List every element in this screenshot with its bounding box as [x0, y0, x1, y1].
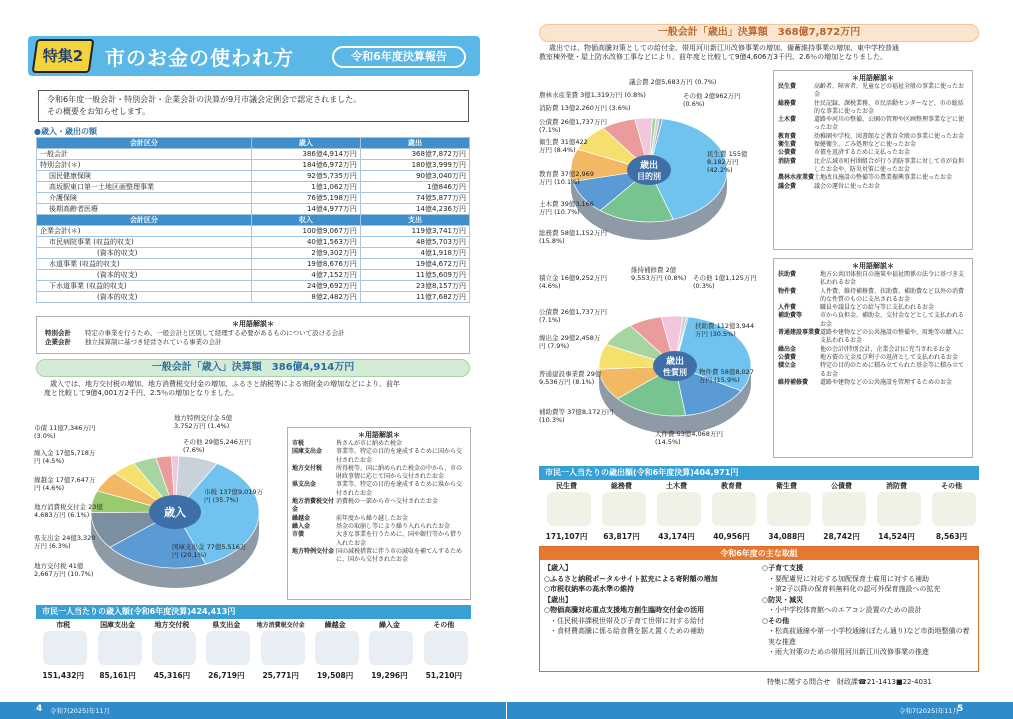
glossary-row [778, 288, 968, 305]
table-row-cell: 119億3,741万円 [360, 226, 469, 237]
glossary-definition: 特定の目的のために積み立てられた基金等に積み立てるお金 [820, 362, 965, 378]
glossary-row [292, 531, 466, 548]
glossary-row [778, 271, 968, 288]
percap-label: 消防費 [886, 482, 907, 490]
glossary-top-title: ＊用語解説＊ [232, 320, 274, 328]
percap-value: 40,956円 [713, 532, 750, 541]
table-row-cell: 74億5,877万円 [360, 193, 469, 204]
right-page [507, 0, 1013, 719]
table-row-cell: 19億4,672万円 [360, 259, 469, 270]
expend-text-1: 歳出では、物価高騰対策としての給付金、帯用河川新江川改修事業の増加、備蓄維持事業の増加、東中学校普通 [549, 44, 899, 52]
glossary-expend [773, 70, 973, 250]
table-row-cell: (資本的収支) [37, 248, 252, 259]
percap-value: 171,107円 [545, 532, 588, 541]
glossary-definition: 地方公共団体独自の施策や福祉関係の法令に基づき支払われるお金 [820, 271, 965, 287]
percap-value: 43,174円 [658, 532, 695, 541]
percap-value: 25,771円 [262, 671, 299, 680]
table-header-cell: 歳出 [360, 138, 469, 149]
exp2-label-tsumitate: 積立金 16億9,252万円 (4.6%) [539, 274, 607, 290]
table-row-cell: 1億1,062万円 [251, 182, 360, 193]
percap-icon [657, 492, 701, 526]
rev-label-shohizei: 地方消費税交付金 23億4,683万円 (6.1%) [34, 503, 103, 519]
expend2-pie-center-2: 性質別 [663, 368, 687, 377]
glossary-row [292, 498, 466, 515]
glossary-row [45, 338, 461, 347]
table-row [37, 281, 470, 292]
glossary-term: 物件費 [778, 287, 797, 295]
revenue-heading: 一般会計「歳入」決算額 386億4,914万円 [36, 359, 470, 377]
glossary-term: 公債費 [778, 149, 797, 157]
table-row-cell: 企業会計(＊) [37, 226, 252, 237]
initiative-item: ○防災・減災 [762, 595, 804, 604]
exp-label-kosai: 公債費 26億1,737万円 (7.1%) [539, 118, 607, 134]
table-row-cell: 48億5,703万円 [360, 237, 469, 248]
percap-icon [712, 492, 756, 526]
intro-line-1: 令和6年度一般会計・特別会計・企業会計の決算が9月市議会定例会で認定されました。 [47, 95, 362, 104]
table-header [37, 138, 470, 149]
table-header-cell: 収入 [251, 215, 360, 226]
glossary-definition: 所得税等、国に納められた税金の中から、市の財政事情に応じて国から交付されたお金 [336, 464, 463, 481]
exp-label-norin: 農林水産業費 3億1,319万円 (0.8%) [539, 91, 646, 99]
glossary-definition: 地方債の元金及び利子の返済として支払われるお金 [820, 353, 959, 361]
table-header [37, 215, 470, 226]
glossary-revenue [287, 427, 471, 600]
exp2-label-kosai: 公債費 26億1,737万円 (7.1%) [539, 308, 607, 324]
table-row [37, 182, 470, 193]
percap-icon [43, 631, 87, 665]
percap-icon [152, 631, 196, 665]
glossary-term: 地方消費税交付金 [292, 498, 335, 514]
table-row-cell: 11億7,682万円 [360, 292, 469, 303]
percap-icon [822, 492, 866, 526]
percap-label: 繰越金 [324, 621, 346, 629]
table-row-cell: 1億846万円 [360, 182, 469, 193]
percap-value: 63,817円 [603, 532, 640, 541]
glossary-term: 企業会計 [45, 337, 71, 346]
percap-label: 民生費 [556, 482, 577, 490]
glossary-definition: 幼稚園や学校、図書館など教育全般の事業に使ったお金 [814, 132, 965, 140]
initiative-item: ○ふるさと納税ポータルサイト拡充による寄附額の増加 [544, 574, 718, 583]
revenue-text-2: 度と比較して9億4,001万2千円、2.5％の増加となりました。 [44, 389, 239, 397]
table-row-cell: 24億9,692万円 [251, 281, 360, 292]
percap-value: 45,316円 [153, 671, 191, 680]
glossary-term: 土木費 [778, 116, 797, 124]
glossary-term: 消防費 [778, 157, 797, 165]
percap-icon [98, 631, 142, 665]
percap-value: 26,719円 [208, 671, 245, 680]
glossary-term: 議会費 [778, 182, 797, 190]
table-row-cell: 4億7,152万円 [251, 270, 360, 281]
exp2-label-iji: 維持補修費 2億9,553万円 (0.8%) [631, 266, 687, 282]
glossary-term: 総務費 [778, 99, 797, 107]
table-row-cell: (資本的収支) [37, 270, 252, 281]
initiative-heading: 【歳入】 [544, 564, 572, 572]
table-row-cell: 2億9,302万円 [251, 248, 360, 259]
table-row-cell: 国民健康保険 [37, 171, 252, 182]
rev-label-kofuzei: 地方交付税 41億2,667万円 (10.7%) [34, 562, 94, 578]
table-row-cell: 4億1,918万円 [360, 248, 469, 259]
glossary-term: 繰入金 [292, 522, 311, 530]
expend2-pie-center-1: 歳出 [665, 357, 685, 367]
table-row-cell: 水道事業 (収益的収支) [37, 259, 252, 270]
table-title: ●歳入・歳出の額 [34, 127, 97, 136]
table-row-cell: 後期高齢者医療 [37, 204, 252, 215]
percap-value: 28,742円 [823, 532, 860, 541]
glossary-definition: 他の会計(特別会計、企業会計)に充当されるお金 [820, 345, 951, 353]
glossary-row [292, 481, 466, 498]
exp2-label-sonota: その他 1億1,125万円 (0.3%) [693, 274, 757, 290]
table-header-cell: 歳入 [251, 138, 360, 149]
table-header-cell: 会計区分 [37, 215, 252, 226]
glossary-term: 普通建設事業費 [778, 329, 821, 337]
glossary-row [778, 149, 968, 157]
exp2-label-bukken: 物件費 58億8,027万円 (15.9%) [699, 368, 754, 384]
percap-value: 19,296円 [371, 671, 408, 680]
glossary-definition: 住民記録、課税業務、市民活動センターなど、市の総括的な事業に使ったお金 [814, 99, 964, 115]
table-row-cell: 92億5,735万円 [251, 171, 360, 182]
glossary-row [778, 312, 968, 329]
glossary-definition: 高齢者、障害者、児童などの福祉全般の事業に使ったお金 [814, 83, 965, 99]
glossary-definition: 議会の運営に使ったお金 [814, 182, 881, 190]
glossary-definition: 職員や議員などの給与等に支払われるお金 [820, 304, 935, 312]
footer-right-text: 令和7(2025)年11月 [899, 707, 960, 715]
header-badge [32, 39, 95, 73]
rev-label-shisai: 市債 11億7,346万円 (3.0%) [34, 424, 96, 440]
glossary-row [778, 329, 968, 346]
glossary-row [778, 183, 968, 191]
percap-exp-title: 市民一人当たりの歳出額(令和6年度決算)404,971円 [539, 466, 979, 480]
table-header-cell: 支出 [360, 215, 469, 226]
page-subtitle: 令和6年度決算報告 [332, 46, 466, 68]
glossary-term: 扶助費 [778, 271, 797, 278]
table-row [37, 292, 470, 303]
table-row-cell: 76億5,198万円 [251, 193, 360, 204]
table-row-cell: 14億4,977万円 [251, 204, 360, 215]
glossary-row [778, 379, 968, 387]
table-row [37, 149, 470, 160]
initiative-item: ○物価高騰対応重点支援地方創生臨時交付金の活用 [544, 606, 705, 614]
intro-box [38, 90, 469, 122]
glossary-row [778, 174, 968, 182]
left-page [0, 0, 506, 719]
percap-value: 19,508円 [316, 671, 354, 680]
initiative-item: ○その他 [762, 616, 790, 625]
percap-value: 51,210円 [425, 671, 463, 680]
percap-label: 総務費 [611, 482, 632, 490]
percap-icon [315, 631, 359, 665]
glossary-term: 教育費 [778, 132, 797, 140]
expend-pie-center-2: 目的別 [637, 172, 661, 181]
glossary-row [292, 548, 466, 565]
percap-icon [369, 631, 413, 665]
exp-label-sonota: その他 2億962万円 (0.6%) [683, 92, 741, 108]
page-title: 市のお金の使われ方 [105, 46, 294, 70]
table-row-cell: (資本的収支) [37, 292, 252, 303]
glossary-term: 補助費等 [778, 312, 803, 320]
footer-left-page: 4 [36, 704, 43, 714]
glossary-term: 特別会計 [45, 329, 71, 337]
table-row [37, 193, 470, 204]
glossary-term: 地方交付税 [292, 464, 323, 472]
glossary-definition: 国の減税措置に伴う市の減収を補てんするために、国から交付されたお金 [336, 547, 463, 564]
accounts-table [36, 137, 470, 303]
exp2-label-hojo: 補助費等 37億8,172万円 (10.3%) [539, 408, 614, 424]
glossary-expend2-title: ＊用語解説＊ [852, 262, 894, 270]
glossary-definition: 事業等、特定の目的を達成するために国から交付されたお金 [336, 448, 463, 464]
table-row-cell: 180億3,999万円 [360, 160, 469, 171]
glossary-term: 国庫支出金 [292, 448, 323, 456]
glossary-definition: 独立採算制に基づき経営されている事業の会計 [85, 337, 222, 346]
contact-line: 特集に関する問合せ 財政課☎21-1413■22-4031 [767, 678, 932, 686]
percap-label: その他 [433, 621, 455, 629]
glossary-term: 市債 [292, 531, 305, 539]
footer-left [0, 702, 506, 719]
rev-label-ken: 県支出金 24億3,320万円 (6.3%) [34, 534, 96, 550]
percap-label: 地方消費税交付金 [256, 622, 305, 629]
table-row [37, 226, 470, 237]
table-row-cell: 386億4,914万円 [251, 149, 360, 160]
glossary-definition: 道路や河川の整備、公園の管理や区画整理事業などに使ったお金 [814, 116, 965, 132]
glossary-definition: 比企広域市町村圏組合が行う消防事業に対して市が負担したお金や、防災対策に使ったお金 [814, 157, 965, 173]
initiative-detail: ・小中学校体育館へのエアコン設置のための設計 [768, 606, 922, 614]
initiative-detail: ・住民税非課税世帯及び子育て世帯に対する給付 [550, 616, 704, 625]
initiative-heading: 【歳出】 [544, 595, 572, 604]
glossary-definition: 基金の取崩し等により繰り入れられたお金 [336, 522, 451, 530]
glossary-row [45, 329, 461, 338]
initiative-detail: ・食材費高騰に係る給食費を据え置くための補助 [550, 627, 704, 635]
glossary-expend2 [773, 258, 973, 458]
expend-heading: 一般会計「歳出」決算額 368億7,872万円 [539, 24, 979, 42]
rev-label-tokurei: 地方特例交付金 5億3,752万円 (1.4%) [174, 414, 233, 430]
percap-icon [877, 492, 921, 526]
glossary-term: 繰越金 [292, 514, 311, 522]
glossary-row [778, 346, 968, 354]
expend-text [539, 44, 985, 62]
percap-icon [602, 492, 646, 526]
glossary-definition: 市債を返済するために支払ったお金 [814, 149, 911, 157]
initiative-item: ○子育て支援 [762, 564, 804, 572]
table-row-cell: 100億9,067万円 [251, 226, 360, 237]
intro-line-2: その概要をお知らせします。 [47, 107, 151, 116]
table-row-cell: 90億3,040万円 [360, 171, 469, 182]
table-row-cell: 11億5,609万円 [360, 270, 469, 281]
exp-label-somu: 総務費 58億1,152万円 (15.8%) [539, 229, 607, 245]
percap-icon [932, 492, 976, 526]
table-row [37, 160, 470, 171]
exp-label-shobo: 消防費 13億2,260万円 (3.6%) [539, 104, 631, 112]
glossary-definition: 皆さんが市に納めた税金 [336, 440, 403, 447]
initiative-item: ○市税収納率の高水準の維持 [544, 585, 635, 593]
glossary-definition: 市から負担金、補助金、交付金などとして支払われるお金 [820, 312, 965, 328]
exp2-label-jinken: 人件費 53億4,068万円 (14.5%) [655, 430, 723, 446]
glossary-term: 農林水産業費 [778, 174, 815, 182]
glossary-term: 公債費 [778, 353, 797, 361]
glossary-definition: 事業等、特定の目的を達成するために県から交付されたお金 [336, 481, 463, 497]
glossary-definition: 特定の事業を行うため、一般会計と区別して経理する必要があるものについて設ける会計 [85, 329, 345, 337]
table-row [37, 237, 470, 248]
percap-icon [767, 492, 811, 526]
glossary-row [292, 465, 466, 482]
percap-label: 衛生費 [776, 482, 797, 490]
exp2-label-fujo: 扶助費 112億3,944万円 (30.5%) [695, 322, 755, 338]
glossary-definition: 消費税の一部から市へ交付されたお金 [336, 498, 439, 506]
table-row-cell: 下水道事業 (収益的収支) [37, 281, 252, 292]
initiative-detail: ・松高前通線や第一小学校通線(ぼたん通り)など市街地整備の着実な推進 [768, 627, 970, 646]
glossary-term: 県支出金 [292, 481, 317, 489]
glossary-row [292, 515, 466, 523]
rev-label-kuriire: 繰入金 17億5,718万円 (4.5%) [34, 449, 96, 465]
table-row-cell: 19億8,676万円 [251, 259, 360, 270]
table-row [37, 204, 470, 215]
expend-text-2: 教室棟外壁・屋上防水改修工事などにより、前年度と比較して9億4,606万3千円、2.6％の増加となりました。 [539, 53, 888, 61]
percap-label: その他 [941, 482, 962, 490]
glossary-definition: 道路や建物などの公共施設を管理するためのお金 [820, 378, 953, 386]
glossary-row [778, 100, 968, 117]
percap-icon [261, 631, 305, 665]
rev-label-shizei: 市税 137億9,019万円 (35.7%) [204, 488, 264, 504]
percap-value: 8,563円 [935, 532, 968, 541]
glossary-row [778, 158, 968, 175]
percap-label: 土木費 [666, 482, 687, 490]
percap-label: 教育費 [721, 482, 742, 490]
glossary-row [778, 133, 968, 141]
table-row-cell: 368億7,872万円 [360, 149, 469, 160]
exp-label-eisei: 衛生費 31億422万円 (8.4%) [539, 138, 588, 154]
percap-icon [424, 631, 468, 665]
exp-label-kyoiku: 教育費 37億2,969万円 (10.1%) [539, 170, 594, 186]
table-row [37, 248, 470, 259]
rev-label-kokko: 国庫支出金 77億5,516万円 (20.1%) [172, 543, 247, 559]
initiative-detail: ・要配慮児に対応する加配保育士雇用に対する補助 [768, 574, 929, 583]
expend-pie-center-1: 歳出 [639, 161, 659, 171]
table-header-cell: 会計区分 [37, 138, 252, 149]
glossary-revenue-title: ＊用語解説＊ [358, 431, 400, 439]
table-row-cell: 23億8,157万円 [360, 281, 469, 292]
glossary-expend-title: ＊用語解説＊ [852, 74, 894, 82]
revenue-text [44, 380, 470, 398]
percap-label: 地方交付税 [154, 621, 190, 629]
glossary-term: 繰出金 [778, 345, 797, 353]
glossary-definition: 前年度から繰り越したお金 [336, 514, 409, 522]
glossary-term: 衛生費 [778, 141, 797, 149]
footer-right-page: 5 [957, 704, 964, 714]
exp-label-doboku: 土木費 39億3,166万円 (10.7%) [539, 200, 594, 216]
table-row-cell: 184億6,972万円 [251, 160, 360, 171]
footer-right [507, 690, 1013, 719]
main-initiatives-title: 令和6年度の主な取組 [540, 547, 978, 560]
exp-label-minsei: 民生費 155億8,182万円 (42.2%) [707, 150, 748, 174]
percap-icon [547, 492, 591, 526]
glossary-row [778, 362, 968, 379]
rev-label-kurikoshi: 繰越金 17億7,647万円 (4.6%) [34, 476, 96, 492]
glossary-row [292, 448, 466, 465]
percap-value: 14,524円 [878, 532, 915, 541]
glossary-definition: 道路や建物などの公共施設の整備や、用地等の購入に支払われるお金 [820, 329, 964, 345]
table-row-cell: 8億2,482万円 [251, 292, 360, 303]
table-row-cell: 一般会計 [37, 149, 252, 160]
glossary-term: 市税 [292, 440, 305, 447]
table-row-cell: 高坂駅東口第一土地区画整理事業 [37, 182, 252, 193]
initiative-detail: ・雨大対策のための帯用河川新江川改修事業の推進 [768, 648, 929, 656]
exp2-label-kuridashi: 繰出金 29億2,458万円 (7.9%) [539, 334, 601, 350]
glossary-term: 地方特例交付金 [292, 547, 335, 555]
glossary-term: 民生費 [778, 83, 797, 90]
table-row [37, 270, 470, 281]
percap-value: 151,432円 [42, 671, 85, 680]
revenue-text-1: 歳入では、地方交付税の増加、地方消費税交付金の増加、ふるさと納税等による寄附金の増加などにより、前年 [50, 380, 400, 388]
percap-label: 繰入金 [378, 621, 400, 629]
table-row-cell: 市民病院事業 (収益的収支) [37, 237, 252, 248]
table-row-cell: 40億1,563万円 [251, 237, 360, 248]
glossary-definition: 土地改良施設の整備等の農業振興事業に使ったお金 [814, 174, 953, 182]
table-row-cell: 特別会計(＊) [37, 160, 252, 171]
glossary-definition: 大きな事業を行うために、国や銀行等から借り入れたお金 [336, 531, 463, 547]
percap-label: 市税 [56, 621, 71, 629]
percap-icon [206, 631, 250, 665]
glossary-definition: 人件費、維持補修費、扶助費、補助費など以外の消費的な性質のものに支出されるお金 [820, 287, 965, 303]
percap-label: 国庫支出金 [100, 621, 136, 629]
revenue-pie-center: 歳入 [164, 506, 186, 519]
percap-label: 県支出金 [212, 621, 241, 629]
exp-label-gikai: 議会費 2億5,683万円 (0.7%) [629, 78, 717, 86]
percap-rev-title: 市民一人当たりの歳入額(令和6年度決算)424,413円 [36, 605, 471, 619]
table-row-cell: 介護保険 [37, 193, 252, 204]
glossary-term: 積立金 [778, 362, 797, 370]
glossary-definition: 保健衛生、ごみ処理などに使ったお金 [814, 141, 917, 149]
glossary-row [778, 83, 968, 100]
exp2-label-futsu: 普通建設事業費 29億9,536万円 (8.1%) [539, 370, 602, 386]
table-row [37, 171, 470, 182]
main-initiatives-box [539, 546, 979, 672]
percap-value: 34,088円 [768, 532, 805, 541]
table-row-cell: 14億4,236万円 [360, 204, 469, 215]
header-badge-text: 特集2 [42, 47, 84, 65]
initiative-detail: ・第2子以降の保育料無料化の認可外保育施設への拡充 [768, 585, 941, 593]
table-row [37, 259, 470, 270]
percap-value: 85,161円 [99, 671, 136, 680]
glossary-term: 人件費 [778, 304, 797, 312]
glossary-row [778, 116, 968, 133]
percap-label: 公債費 [831, 482, 852, 490]
glossary-top [36, 316, 470, 354]
glossary-term: 維持補修費 [778, 378, 809, 386]
rev-label-sonota: その他 29億5,246万円 (7.6%) [183, 438, 251, 454]
footer-left-text: 令和7(2025)年11月 [50, 707, 111, 715]
